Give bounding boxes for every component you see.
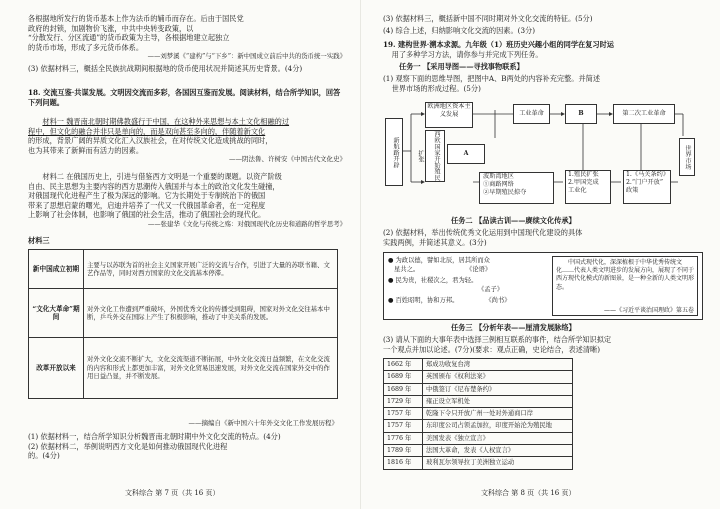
quote-line: 星共之。 《论语》 — [394, 266, 492, 273]
quote-line: ● 为政以德，譬如北辰，居其所而众 — [388, 257, 490, 264]
table-row: 改革开放以来 对外文化交流不断扩大，文化交流渠道不断拓展，中外文化交流日益频繁，在文化交流的内容和形式上都更加丰富，对外文化贸易迅速发展，对外文化交流在国家外交中的作用日益凸显，并不断发展。 — [29, 338, 338, 399]
box-second-industrial-revolution: 第二次工业革命 — [613, 104, 675, 124]
page-footer-left: 文科综合 第 7 页（共 16 页） — [125, 489, 220, 497]
material-continued: 各根据地所发行的货币基本上作为法币的辅币而存在。后由于国民党 政府的封锁，加剧物价飞涨，中共中央转变政策，以 “分散发行、分区流通”的货币政策为主导，各根据地建立起独立 的货币市场，形成了多元货币体系。 ——刘梦溪《“建构”与“下乡”：新中国成立前后中共的货币统一实践》 (3) 依据材料三，概括全民族抗战期间根据地的货币使用状况并简述其历史背景。(4分) — [28, 14, 346, 73]
material-3-label: 材料三 — [28, 236, 50, 245]
table-row: 1776 年 美国发表《独立宣言》 — [384, 432, 573, 444]
table-row: 1662 年 郑成功收复台湾 — [384, 359, 573, 371]
page-8 — [360, 0, 720, 509]
question-17-3: (3) 依据材料三，概括全民族抗战期间根据地的货币使用状况并简述其历史背景。(4分) — [28, 63, 303, 73]
sub-questions: (1) 依据材料一，结合所学知识分析魏晋南北朝时期中外文化交流的特点。(4分) (2) 依据材料二，举例说明西方文化是如何推动俄国现代化进程 的。(4分) — [28, 432, 281, 461]
quote-line: ● 百姓昭明，协和万邦。 《尚书》 — [388, 297, 511, 304]
page-footer-right: 文科综合 第 8 页（共 16 页） — [481, 489, 576, 497]
box-colonial-expansion: 西欧国家开始殖民扩张 — [425, 130, 445, 182]
task-2-title: 任务二 【品读古训——赓续文化传承】 — [451, 216, 576, 225]
box-lower-route: 波斯湾地区 ①商路网络 ②早期殖民掠夺 — [479, 172, 554, 204]
question-18 — [28, 88, 346, 107]
box-treaties: 1.《马关条约》 2.“门户开放” 政策 — [623, 170, 671, 204]
table-row: 1729 年 雍正设立军机处 — [384, 395, 573, 407]
material-2: 材料二 在俄国历史上，引进与借鉴西方文明是一个重要的课题。以资产阶级 自由、民主思想为主要内容的西方思潮传入俄国并与本土的政治文化发生碰撞， 对俄国现代化进程产生了极为深远的影响。它为长期处于专制统治下的俄国 带来了思想启蒙的曙光，启迪并培养了一代又一代俄国革命者，在一定程度 上影响了社会体制，也影响了俄国的社会生活，推动了俄国社会的现代化。 ——张建华《文化与传统之殇：对俄国现代化历史和道路的哲学思考》 — [28, 172, 346, 228]
table-row: “文化大革命”期间 对外文化工作遭到严重破坏，外国优秀文化的传播受到阻碍，国家对外文化交往基本中断，乒乓外交在国际上产生了积极影响，推动了中美关系的发展。 — [29, 289, 338, 338]
box-b: B — [565, 104, 597, 124]
task-1-title: 任务一 【采用导图——寻找事物联系】 — [399, 62, 524, 71]
box-new-route: 新航路开辟 — [385, 118, 403, 186]
quote-line: ● 民为贵，社稷次之，君为轻。 — [388, 277, 478, 284]
material-1-source: ——阴法鲁、许树安《中国古代文化史》 — [229, 155, 346, 164]
table-row: 1689 年 中俄签订《尼布楚条约》 — [384, 383, 573, 395]
modernization-quote: 中国式现代化，深深植根于中华优秀传统文化……代表人类文明进步的发展方向，展现了不同于西方现代化模式的新图景，是一种全新的人类文明形态。 ——《习近平谈治国理政》第五卷 — [552, 256, 698, 316]
mind-map-diagram — [383, 96, 703, 214]
task-3-title: 任务三 【分析年表——厘清发展脉络】 — [451, 323, 576, 332]
table-row: 1689 年 英国颁布《权利法案》 — [384, 371, 573, 383]
source-citation: ——刘梦溪《“建构”与“下乡”：新中国成立前后中共的货币统一实践》 — [147, 52, 346, 61]
quote-source: 《孟子》 — [478, 286, 504, 293]
q18-title: 18. 交流互鉴·共谋发展。文明因交流而多彩，各国因互鉴而发展。阅读材料，结合所学知识，回答下列问题。 — [28, 88, 341, 107]
table-row: 1816 年 玻利瓦尔领导拉丁美洲独立运动 — [384, 457, 573, 469]
box-a: A — [447, 144, 485, 164]
quotes-box — [383, 252, 703, 320]
box-world-market: 世界市场 — [679, 138, 695, 176]
box-europe-capitalism: 欧洲地区资本主义发展 — [425, 102, 473, 128]
task-3-question: (3) 请从下面的大事年表中选择三例相互联系的事件，结合所学知识拟定 一个观点并加以论述。(7分)(要求：观点正确，史论结合，表述清晰) — [383, 335, 612, 354]
box-industrial-revolution: 工业革命 — [513, 104, 550, 124]
q18-remaining: (3) 依据材料三，概括新中国不同时期对外文化交流的特征。(5分) (4) 综合上述，归纳影响文化交流的因素。(3分) — [383, 14, 593, 35]
material-3-source: ——摘编自《新中国六十年外交文化工作发展历程》 — [188, 419, 338, 427]
table-row: 1789 年 法国大革命，发表《人权宣言》 — [384, 445, 573, 457]
task-2-question: (2) 依据材料，举出传统优秀文化运用到中国现代化建设的具体 实践两例，并简述其意义。(3分) — [383, 228, 583, 247]
material-2-source: ——张建华《文化与传统之殇：对俄国现代化历史和道路的哲学思考》 — [147, 219, 346, 228]
table-row: 1757 年 乾隆下令只开放广州一处对外通商口岸 — [384, 408, 573, 420]
material-1: 材料一 魏晋南北朝时期佛教盛行于中国，在这种外来思想与本土文化相融的过 程中，但文化的融合并非只是单向的，而是双向甚至多向的，伴随着新文化 的形成，背景广阔的异质文化汇入汉族社会，在对传统文化造成挑战的同时， 也为其带来了新鲜而有活力的因素。 ——阴法鲁、许树安《中国古代文化史》 — [28, 117, 346, 164]
chronology-table — [383, 358, 573, 470]
question-19: 19. 建构世界·溯本求源。九年级（1）班历史兴趣小组的同学在复习时运 用了多种学习方法，请你参与并完成下列任务。 — [383, 40, 614, 59]
task-1-question: (1) 观察下面的思维导图，把图中A、B两处的内容补充完整。并简述 世界市场的形成过程。(5分) — [383, 74, 601, 93]
box-colonial-industrial: 1.殖民扩张 2.甲国完成 工业化 — [565, 170, 611, 204]
table-row: 1757 年 东印度公司占领孟加拉，印度开始沦为殖民地 — [384, 420, 573, 432]
material-3-table — [28, 249, 338, 399]
table-row: 新中国成立初期 主要与以苏联为首的社会主义国家开展广泛的交流与合作，引进了大量的苏联书籍、文艺作品等，同时对西方国家的文化交流基本停滞。 — [29, 250, 338, 289]
